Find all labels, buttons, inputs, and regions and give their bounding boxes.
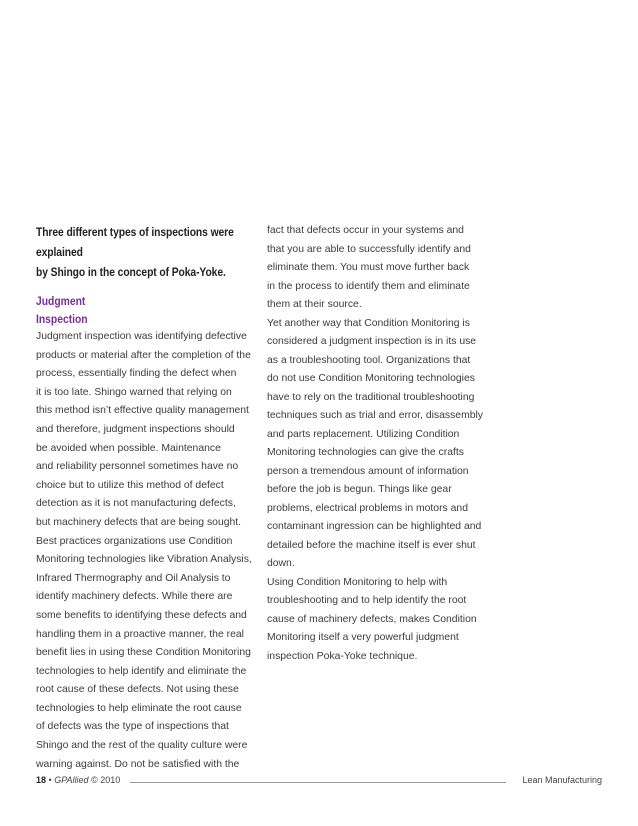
text-line: products or material after the completion of the — [36, 349, 251, 361]
article-heading — [36, 222, 264, 282]
text-line: in the process to identify them and eliminate — [267, 280, 470, 292]
text-line: Judgment inspection was identifying defective — [36, 331, 247, 342]
footer-rule — [130, 782, 506, 783]
text-line: problems, electrical problems in motors and — [267, 502, 468, 514]
text-line: eliminate them. You must move further back — [267, 262, 470, 273]
text-line: Monitoring technologies can give the crafts — [267, 447, 464, 458]
footer-credit — [36, 775, 120, 785]
footer-copyright: © 2010 — [91, 775, 121, 785]
text-line: this method isn’t effective quality management — [36, 405, 249, 417]
text-line: detailed before the machine itself is ever shut — [267, 539, 476, 551]
heading-line: by Shingo in the concept of Poka-Yoke. — [36, 265, 226, 279]
text-line: considered a judgment inspection is in its use — [267, 336, 477, 347]
text-line: root cause of these defects. Not using these — [36, 684, 239, 696]
text-line: Using Condition Monitoring to help with — [267, 576, 448, 588]
text-line: some benefits to identifying these defects and — [36, 609, 247, 621]
text-line: detection as it is not manufacturing defects, — [36, 498, 236, 510]
text-line: Monitoring technologies like Vibration Analysis, — [36, 554, 252, 566]
text-line: benefit lies in using these Condition Monitoring — [36, 647, 251, 659]
footer-brand: GPAllied — [54, 775, 89, 785]
text-line: down. — [267, 558, 295, 569]
heading-line: Three different types of inspections were explained — [36, 225, 234, 259]
text-line: inspection Poka-Yoke technique. — [267, 650, 418, 662]
page-number: 18 — [36, 775, 47, 785]
text-line: Infrared Thermography and Oil Analysis to — [36, 572, 231, 584]
text-line: be avoided when possible. Maintenance — [36, 442, 221, 454]
text-line: have to rely on the traditional troubleshooting — [267, 391, 475, 403]
text-line: and therefore, judgment inspections should — [36, 423, 235, 435]
text-line: Best practices organizations use Condition — [36, 535, 233, 547]
footer-section-title: Lean Manufacturing — [522, 775, 602, 785]
body-text — [267, 222, 499, 666]
left-column — [36, 222, 264, 774]
text-line: them at their source. — [267, 299, 362, 310]
text-line: warning against. Do not be satisfied with the — [36, 758, 240, 770]
text-line: it is too late. Shingo warned that relying on — [36, 386, 232, 398]
right-column — [267, 222, 499, 666]
text-line: technologies to help identify and eliminate the — [36, 665, 247, 677]
page-footer — [36, 775, 602, 789]
text-line: contaminant ingression can be highlighted and — [267, 521, 482, 532]
text-line: Yet another way that Condition Monitoring is — [267, 317, 470, 329]
section-subheading: Judgment Inspection — [36, 294, 88, 326]
text-line: choice but to utilize this method of defect — [36, 479, 224, 491]
text-line: techniques such as trial and error, disassembly — [267, 410, 484, 421]
text-line: cause of machinery defects, makes Condition — [267, 613, 477, 625]
text-line: and parts replacement. Utilizing Condition — [267, 428, 460, 440]
text-line: person a tremendous amount of information — [267, 465, 469, 477]
text-line: troubleshooting and to help identify the root — [267, 595, 467, 606]
text-line: as a troubleshooting tool. Organizations that — [267, 354, 471, 366]
text-line: of defects was the type of inspections that — [36, 721, 229, 733]
text-line: fact that defects occur in your systems and — [267, 225, 464, 236]
text-line: before the job is begun. Things like gear — [267, 484, 452, 495]
text-line: Shingo and the rest of the quality culture were — [36, 740, 248, 752]
text-line: Monitoring itself a very powerful judgment — [267, 632, 459, 643]
text-line: handling them in a proactive manner, the real — [36, 628, 244, 640]
text-line: do not use Condition Monitoring technologies — [267, 373, 475, 384]
footer-separator: • — [48, 775, 52, 785]
body-text — [36, 328, 264, 774]
text-line: process, essentially finding the defect when — [36, 368, 237, 380]
text-line: but machinery defects that are being sought. — [36, 516, 242, 528]
text-line: technologies to help eliminate the root cause — [36, 702, 242, 714]
text-line: that you are able to successfully identify and — [267, 243, 471, 255]
text-line: and reliability personnel sometimes have no — [36, 461, 239, 473]
text-line: identify machinery defects. While there are — [36, 591, 233, 603]
